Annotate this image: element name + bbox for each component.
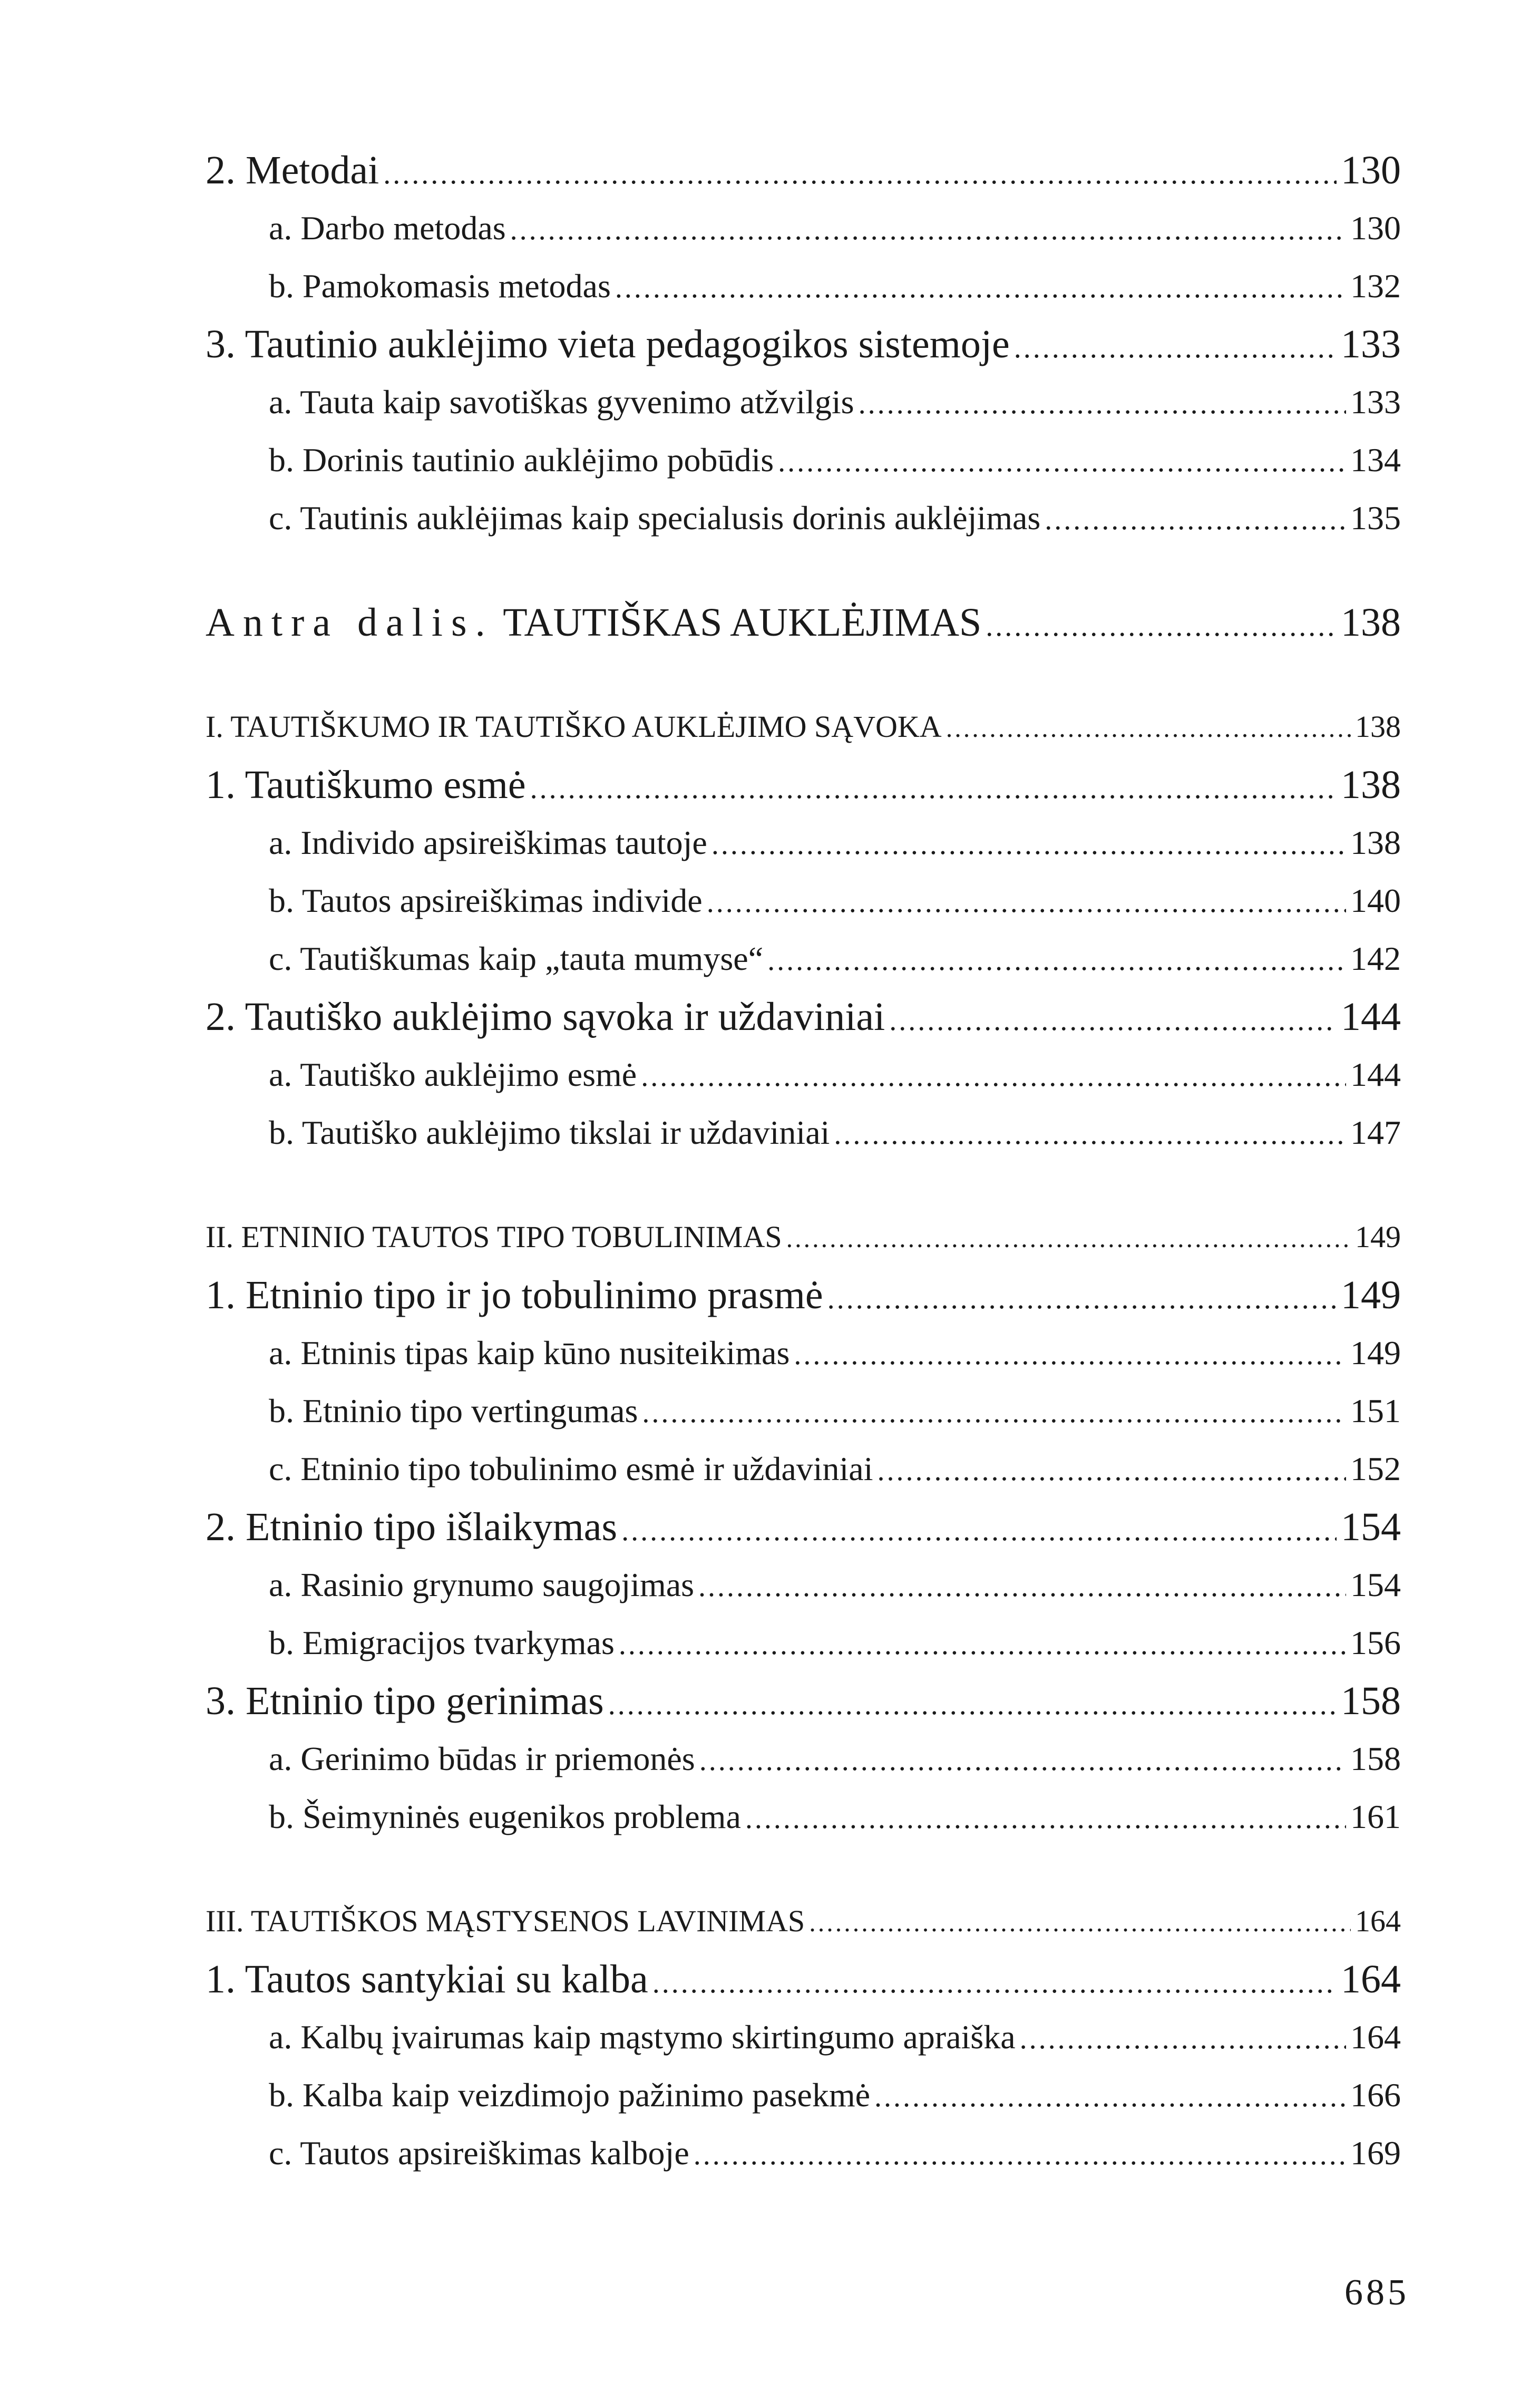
toc-entry-page: 133 [1341,322,1401,366]
dot-leader [615,259,1346,317]
toc-entry-page: 142 [1350,940,1401,977]
toc-entry-page: 152 [1350,1450,1401,1487]
toc-entry-page: 164 [1355,1904,1401,1938]
dot-leader [874,2068,1346,2126]
toc-entry-page: 149 [1350,1334,1401,1372]
dot-leader [786,1209,1351,1267]
dot-leader [619,1616,1346,1674]
dot-leader [642,1384,1346,1442]
toc-entry-label: 1. Tautos santykiai su kalba [206,1957,648,2001]
toc-section-entry [206,141,1401,199]
toc-part-entry [206,594,1401,651]
toc-subsection-entry [206,1788,1401,1846]
toc-entry-label: a. Etninis tipas kaip kūno nusiteikimas [269,1334,790,1372]
toc-subsection-entry [206,2066,1401,2124]
toc-section-entry [206,1498,1401,1556]
toc-entry-label: 2. Metodai [206,148,379,192]
toc-subsection-entry [206,431,1401,489]
toc-entry-label: a. Tauta kaip savotiškas gyvenimo atžvilgis [269,383,854,421]
dot-leader [745,1790,1346,1847]
toc-entry-label: a. Rasinio grynumo saugojimas [269,1566,695,1603]
toc-entry-label: b. Tautiško auklėjimo tikslai ir uždaviniai [269,1114,830,1151]
toc-entry-page: 147 [1350,1114,1401,1151]
toc-entry-page: 138 [1341,763,1401,807]
section-gap [206,547,1401,594]
toc-entry-page: 166 [1350,2076,1401,2114]
dot-leader [641,1047,1346,1105]
dot-leader [698,1558,1346,1616]
toc-entry-page: 149 [1355,1220,1401,1254]
toc-subsection-entry [206,872,1401,930]
toc-entry-label: a. Darbo metodas [269,209,506,247]
dot-leader [510,201,1346,259]
toc-subsection-entry [206,1324,1401,1382]
toc-entry-page: 138 [1355,709,1401,744]
toc-entry-label: b. Dorinis tautinio auklėjimo pobūdis [269,441,774,479]
toc-part-title: Antra dalis. [206,600,494,645]
toc-section-entry [206,1266,1401,1324]
toc-part-name: TAUTIŠKAS AUKLĖJIMAS [493,600,982,645]
dot-leader [1014,319,1337,377]
toc-entry-page: 158 [1341,1679,1401,1723]
toc-entry-label: a. Tautiško auklėjimo esmė [269,1056,637,1093]
toc-entry-label: a. Individo apsireiškimas tautoje [269,824,707,861]
dot-leader [778,433,1346,491]
toc-subsection-entry [206,814,1401,872]
toc-entry-label: 1. Etninio tipo ir jo tobulinimo prasmė [206,1273,823,1317]
dot-leader [859,375,1346,433]
toc-entry-label: 2. Etninio tipo išlaikymas [206,1505,618,1549]
dot-leader [621,1502,1337,1560]
toc-subsection-entry [206,1730,1401,1788]
toc-entry-page: 144 [1350,1056,1401,1093]
toc-entry-page: 158 [1350,1740,1401,1777]
toc-subsection-entry [206,1440,1401,1498]
toc-entry-label: 2. Tautiško auklėjimo sąvoka ir uždaviniai [206,995,885,1039]
dot-leader [877,1442,1346,1500]
toc-section-entry [206,756,1401,814]
dot-leader [794,1326,1346,1384]
toc-entry-page: 133 [1350,383,1401,421]
section-gap [206,651,1401,698]
toc-entry-page: 169 [1350,2134,1401,2172]
dot-leader [1020,2010,1346,2068]
toc-chapter-entry [206,1208,1401,1266]
toc-entry-label: c. Tautinis auklėjimas kaip specialusis dorinis auklėjimas [269,499,1041,537]
toc-section-entry [206,315,1401,373]
toc-section-entry [206,1950,1401,2008]
toc-entry-page: 134 [1350,441,1401,479]
toc-entry-label: c. Tautiškumas kaip „tauta mumyse“ [269,940,764,977]
dot-leader [827,1270,1337,1328]
toc-entry-label: 3. Etninio tipo gerinimas [206,1679,604,1723]
toc-entry-page: 156 [1350,1624,1401,1661]
toc-entry-page: 132 [1350,267,1401,305]
toc-entry-label: b. Šeimyninės eugenikos problema [269,1798,741,1835]
dot-leader [946,699,1351,757]
toc-entry-page: 161 [1350,1798,1401,1835]
toc-entry-page: 154 [1341,1505,1401,1549]
page-number: 685 [1344,2272,1409,2313]
toc-entry-page: 130 [1350,209,1401,247]
dot-leader [652,1954,1337,2012]
dot-leader [383,145,1337,203]
section-gap [206,1846,1401,1892]
dot-leader [608,1676,1337,1734]
dot-leader [707,873,1346,931]
table-of-contents [206,141,1401,2182]
toc-subsection-entry [206,1104,1401,1162]
toc-chapter-entry [206,698,1401,756]
toc-entry-page: 138 [1341,600,1401,645]
toc-entry-label: b. Tautos apsireiškimas individe [269,882,703,919]
toc-entry-label: a. Kalbų įvairumas kaip mąstymo skirtingumo apraiška [269,2018,1016,2056]
toc-subsection-entry [206,257,1401,315]
toc-entry-label: III. TAUTIŠKOS MĄSTYSENOS LAVINIMAS [206,1904,805,1938]
dot-leader [530,760,1337,818]
toc-entry-label: 1. Tautiškumo esmė [206,763,526,807]
dot-leader [767,931,1346,989]
toc-entry-page: 138 [1350,824,1401,861]
toc-entry-label: c. Etninio tipo tobulinimo esmė ir uždaviniai [269,1450,873,1487]
toc-entry-page: 130 [1341,148,1401,192]
toc-section-entry [206,1672,1401,1730]
dot-leader [694,2126,1346,2184]
toc-entry-page: 140 [1350,882,1401,919]
toc-entry-label: II. ETNINIO TAUTOS TIPO TOBULINIMAS [206,1220,782,1254]
toc-entry-label: b. Pamokomasis metodas [269,267,611,305]
toc-subsection-entry [206,1556,1401,1614]
toc-entry-page: 151 [1350,1392,1401,1429]
toc-entry-label: b. Emigracijos tvarkymas [269,1624,615,1661]
toc-entry-label: b. Kalba kaip veizdimojo pažinimo pasekmė [269,2076,870,2114]
toc-entry-label: b. Etninio tipo vertingumas [269,1392,638,1429]
dot-leader [834,1105,1346,1163]
dot-leader [711,815,1346,873]
toc-subsection-entry [206,2008,1401,2066]
toc-subsection-entry [206,373,1401,431]
toc-entry-page: 135 [1350,499,1401,537]
toc-subsection-entry [206,199,1401,257]
toc-entry-label: I. TAUTIŠKUMO IR TAUTIŠKO AUKLĖJIMO SĄVOKA [206,709,942,744]
toc-section-entry [206,988,1401,1046]
toc-entry-label [206,594,981,651]
dot-leader [1045,491,1346,549]
toc-entry-label: a. Gerinimo būdas ir priemonės [269,1740,695,1777]
toc-subsection-entry [206,930,1401,988]
toc-subsection-entry [206,1614,1401,1672]
toc-subsection-entry [206,1046,1401,1104]
dot-leader [699,1732,1346,1790]
toc-entry-page: 164 [1350,2018,1401,2056]
toc-subsection-entry [206,489,1401,547]
toc-entry-page: 164 [1341,1957,1401,2001]
dot-leader [889,991,1337,1049]
toc-entry-page: 154 [1350,1566,1401,1603]
toc-entry-page: 149 [1341,1273,1401,1317]
section-gap [206,1162,1401,1208]
toc-entry-page: 144 [1341,995,1401,1039]
toc-subsection-entry [206,1382,1401,1440]
toc-chapter-entry [206,1892,1401,1950]
toc-subsection-entry [206,2124,1401,2182]
toc-entry-label: 3. Tautinio auklėjimo vieta pedagogikos sistemoje [206,322,1010,366]
toc-entry-label: c. Tautos apsireiškimas kalboje [269,2134,689,2172]
dot-leader [809,1893,1351,1951]
dot-leader [986,597,1337,655]
